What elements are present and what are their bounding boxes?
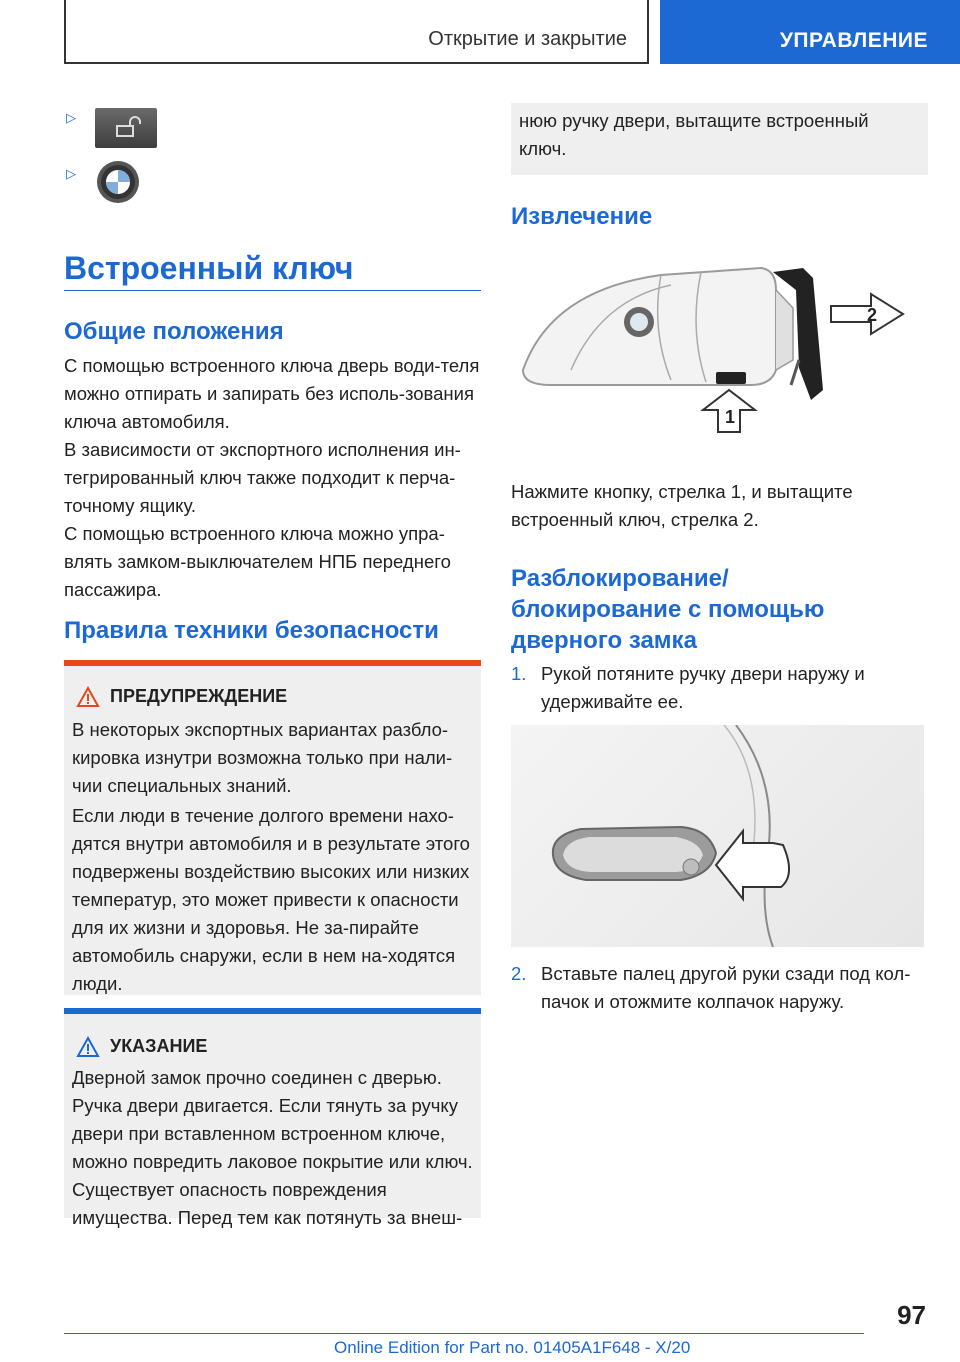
note-continued-text: нюю ручку двери, вытащите встроенный ключ. bbox=[519, 110, 869, 159]
page-number: 97 bbox=[897, 1300, 926, 1330]
arrow-label-2: 2 bbox=[867, 305, 878, 325]
note-box-continued bbox=[511, 103, 928, 175]
safety-heading: Правила техники безопасности bbox=[64, 617, 439, 644]
removal-caption: Нажмите кнопку, стрелка 1, и вытащите встроенный ключ, стрелка 2. bbox=[511, 481, 853, 530]
page-title: Встроенный ключ bbox=[64, 250, 354, 286]
footer-rule bbox=[64, 1333, 864, 1334]
warning-triangle-icon bbox=[76, 686, 100, 713]
general-paragraph-1: С помощью встроенного ключа дверь води-теля можно отпирать и запирать без исполь-зования ключа автомобиля. bbox=[64, 355, 480, 432]
warning-bar bbox=[64, 660, 481, 666]
warning-paragraph-1: В некоторых экспортных вариантах разбло-кировка изнутри возможна только при нали-чии специальных знаний. bbox=[72, 719, 453, 796]
section-tab: УПРАВЛЕНИЕ bbox=[660, 0, 960, 64]
step-number: 2. bbox=[511, 963, 527, 984]
door-handle-figure bbox=[511, 725, 924, 947]
step-text: Вставьте палец другой руки сзади под кол-пачок и отожмите колпачок наружу. bbox=[541, 963, 911, 1012]
lock-heading-line-3: дверного замка bbox=[511, 627, 697, 654]
note-bar bbox=[64, 1008, 481, 1014]
warning-box bbox=[64, 660, 481, 995]
note-box bbox=[64, 1008, 481, 1228]
bmw-logo-icon bbox=[96, 160, 140, 204]
lock-heading-line-2: блокирование с помощью bbox=[511, 596, 825, 623]
arrow-label-1: 1 bbox=[725, 407, 736, 427]
key-removal-figure bbox=[511, 250, 928, 450]
header-chapter-box bbox=[64, 0, 649, 64]
edition-text: Online Edition for Part no. 01405A1F648 - X/20 bbox=[334, 1338, 691, 1357]
removal-heading: Извлечение bbox=[511, 203, 653, 230]
warning-paragraph-2: Если люди в течение долгого времени нахо-дятся внутри автомобиля и в результате этого подвержены воздействию высоких или низких температур, это может привести к опасности для их жизни и здоровья. Не за-пирайте автомобиль снаружи, если в нем на-ходятся люди. bbox=[72, 805, 470, 994]
warning-label: ПРЕДУПРЕЖДЕНИЕ bbox=[110, 686, 288, 706]
title-rule bbox=[64, 290, 481, 291]
unlock-button-icon bbox=[95, 108, 157, 148]
step-number: 1. bbox=[511, 663, 527, 684]
list-marker: ▷ bbox=[66, 166, 76, 181]
list-marker: ▷ bbox=[66, 110, 76, 125]
general-heading: Общие положения bbox=[64, 318, 284, 345]
step-text: Рукой потяните ручку двери наружу и удерживайте ее. bbox=[541, 663, 865, 712]
lock-heading-line-1: Разблокирование/ bbox=[511, 565, 729, 592]
note-paragraph: Дверной замок прочно соединен с дверью. Ручка двери двигается. Если тянуть за ручку двери при вставленном встроенном ключе, можно повредить лаковое покрытие или ключ. Существует опасность повреждения имущества. Перед тем как потянуть за внеш- bbox=[72, 1067, 473, 1228]
warning-triangle-icon bbox=[76, 1036, 100, 1063]
general-paragraph-2: В зависимости от экспортного исполнения ин-тегрированный ключ также подходит к перча-точному ящику. bbox=[64, 439, 461, 516]
chapter-title: Открытие и закрытие bbox=[428, 28, 627, 50]
general-paragraph-3: С помощью встроенного ключа можно упра-влять замком-выключателем НПБ переднего пассажира. bbox=[64, 523, 451, 600]
note-label: УКАЗАНИЕ bbox=[110, 1036, 208, 1056]
